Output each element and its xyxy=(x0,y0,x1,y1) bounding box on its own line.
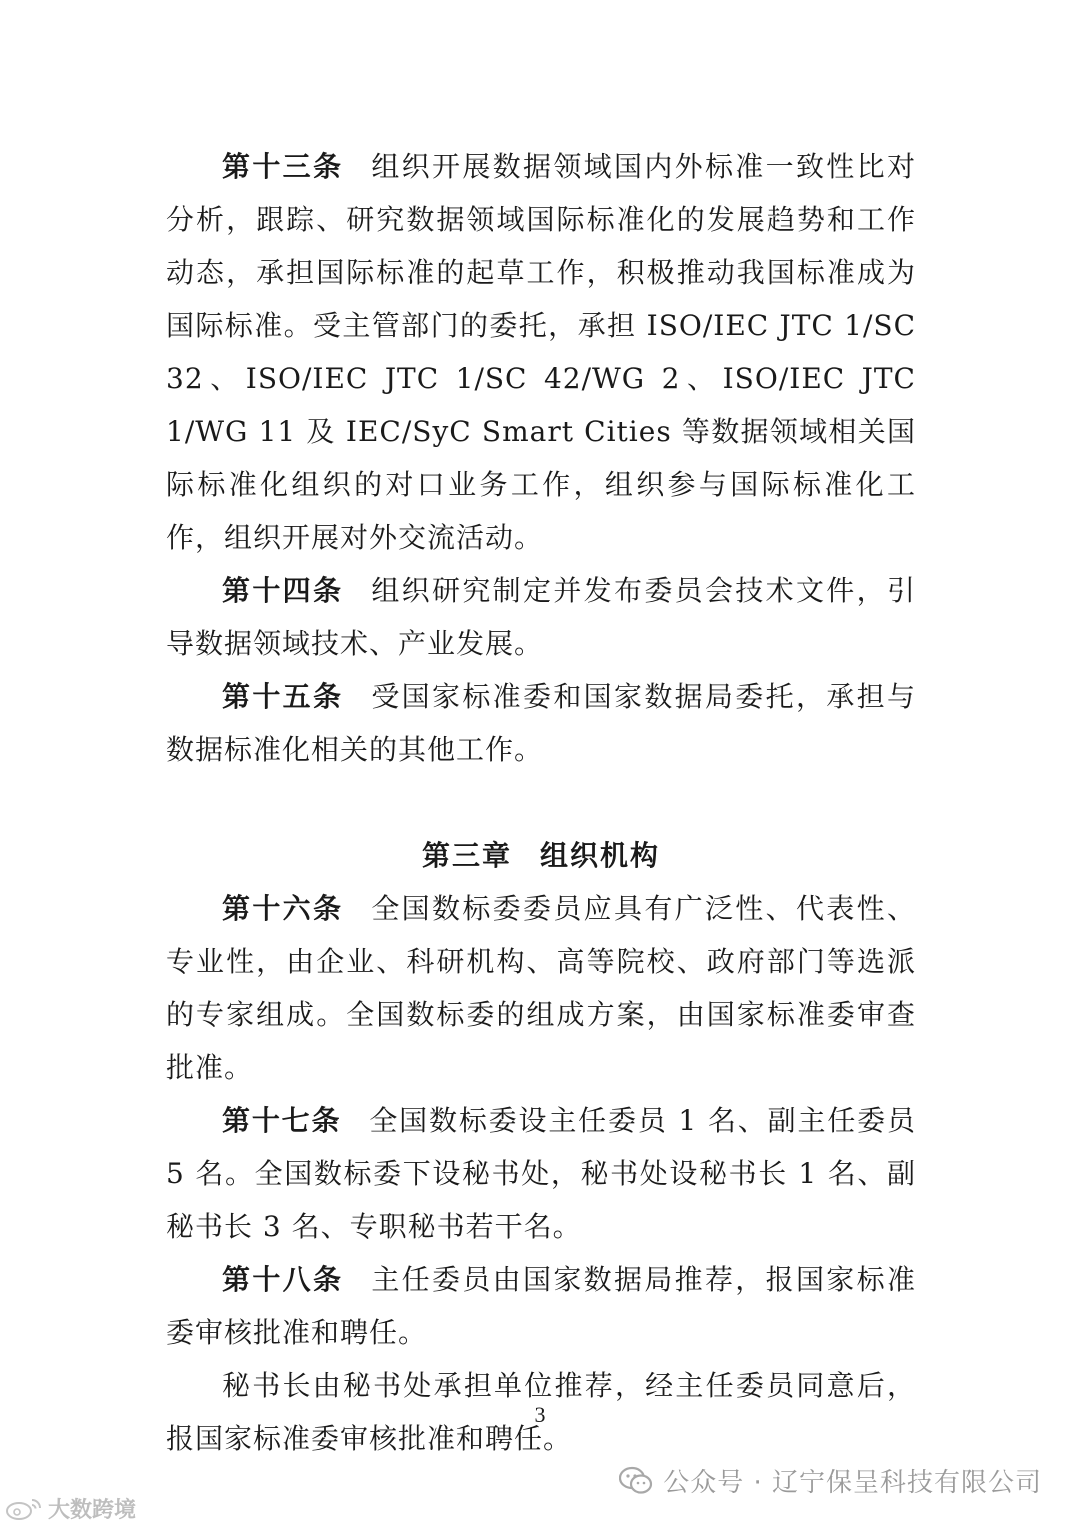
article-label: 第十八条 xyxy=(222,1263,344,1296)
page-number: 3 xyxy=(534,1402,546,1427)
corner-logo xyxy=(4,1493,136,1524)
article-15 xyxy=(166,670,916,776)
article-label: 第十三条 xyxy=(222,150,344,183)
chapter-heading xyxy=(166,829,916,882)
plain-paragraph: 秘书长由秘书处承担单位推荐，经主任委员同意后，报国家标准委审核批准和聘任。 xyxy=(166,1369,916,1455)
document-body xyxy=(166,140,916,1465)
article-label: 第十七条 xyxy=(222,1104,342,1137)
article-13 xyxy=(166,140,916,564)
article-text: 全国数标委委员应具有广泛性、代表性、专业性，由企业、科研机构、高等院校、政府部门等选派的专家组成。全国数标委的组成方案，由国家标准委审查批准。 xyxy=(166,892,916,1084)
wechat-watermark xyxy=(619,1462,1042,1499)
article-16 xyxy=(166,882,916,1094)
article-text: 受国家标准委和国家数据局委托，承担与数据标准化相关的其他工作。 xyxy=(166,680,916,766)
weibo-icon xyxy=(4,1496,44,1522)
article-18 xyxy=(166,1253,916,1359)
chapter-number: 第三章 xyxy=(421,839,512,872)
wechat-icon xyxy=(619,1466,653,1496)
article-text: 组织研究制定并发布委员会技术文件，引导数据领域技术、产业发展。 xyxy=(166,574,916,660)
article-text: 全国数标委设主任委员 1 名、副主任委员 5 名。全国数标委下设秘书处，秘书处设秘书长 1 名、副秘书长 3 名、专职秘书若干名。 xyxy=(166,1104,916,1243)
article-text: 主任委员由国家数据局推荐，报国家标准委审核批准和聘任。 xyxy=(166,1263,916,1349)
article-14 xyxy=(166,564,916,670)
chapter-title: 组织机构 xyxy=(540,839,661,872)
article-text: 组织开展数据领域国内外标准一致性比对分析，跟踪、研究数据领域国际标准化的发展趋势和工作动态，承担国际标准的起草工作，积极推动我国标准成为国际标准。受主管部门的委托，承担 ISO/IEC JTC 1/SC 32、ISO/IEC JTC 1/SC 42/WG 2、ISO/IEC JTC 1/WG 11 及 IEC/SyC Smart Cities 等数据领域相关国际标准化组织的对口业务工作，组织参与国际标准化工作，组织开展对外交流活动。 xyxy=(166,150,916,554)
watermark-text: 公众号 · 辽宁保呈科技有限公司 xyxy=(663,1468,1042,1498)
corner-logo-text: 大数跨境 xyxy=(48,1498,137,1523)
article-label: 第十六条 xyxy=(222,892,344,925)
article-17 xyxy=(166,1094,916,1253)
article-label: 第十五条 xyxy=(222,680,344,713)
article-label: 第十四条 xyxy=(222,574,344,607)
